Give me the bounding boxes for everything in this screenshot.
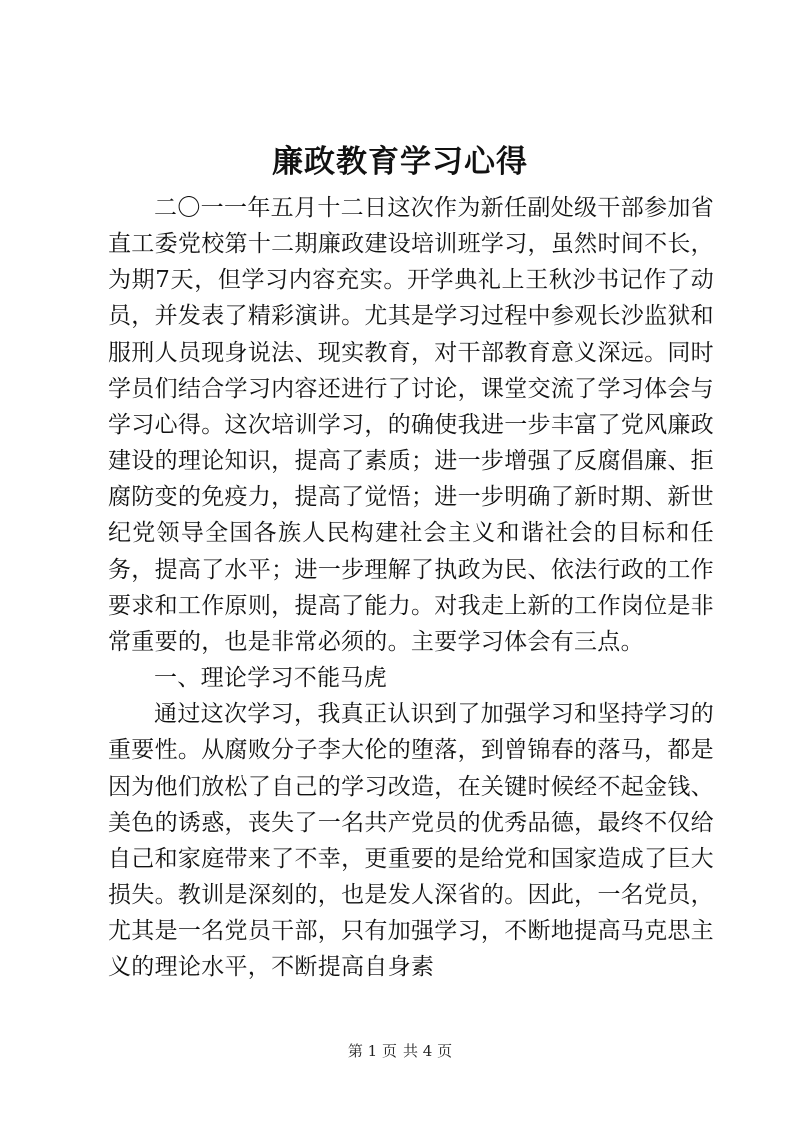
paragraph-section-1: 通过这次学习，我真正认识到了加强学习和坚持学习的重要性。从腐败分子李大伦的堕落，到曾锦春的落马，都是因为他们放松了自己的学习改造，在关键时候经不起金钱、美色的诱惑，丧失了一名共产党员的优秀品德，最终不仅给自己和家庭带来了不幸，更重要的是给党和国家造成了巨大损失。教训是深刻的，也是发人深省的。因此，一名党员，尤其是一名党员干部，只有加强学习，不断地提高马克思主义的理论水平，不断提高自身素: [108, 701, 714, 981]
document-body: [108, 190, 714, 985]
document-title: 廉政教育学习心得: [272, 144, 528, 180]
page-footer: [0, 1041, 800, 1061]
page-total: 共 4 页: [403, 1042, 453, 1060]
page-number: 第 1 页: [347, 1042, 397, 1060]
paragraph-intro: 二〇一一年五月十二日这次作为新任副处级干部参加省直工委党校第十二期廉政建设培训班学习，虽然时间不长，为期7天，但学习内容充实。开学典礼上王秋沙书记作了动员，并发表了精彩演讲。尤其是学习过程中参观长沙监狱和服刑人员现身说法、现实教育，对干部教育意义深远。同时学员们结合学习内容还进行了讨论，课堂交流了学习体会与学习心得。这次培训学习，的确使我进一步丰富了党风廉政建设的理论知识，提高了素质；进一步增强了反腐倡廉、拒腐防变的免疫力，提高了觉悟；进一步明确了新时期、新世纪党领导全国各族人民构建社会主义和谐社会的目标和任务，提高了水平；进一步理解了执政为民、依法行政的工作要求和工作原则，提高了能力。对我走上新的工作岗位是非常重要的，也是非常必须的。主要学习体会有三点。: [108, 195, 714, 655]
section-heading-1: 一、理论学习不能马虎: [154, 665, 387, 692]
